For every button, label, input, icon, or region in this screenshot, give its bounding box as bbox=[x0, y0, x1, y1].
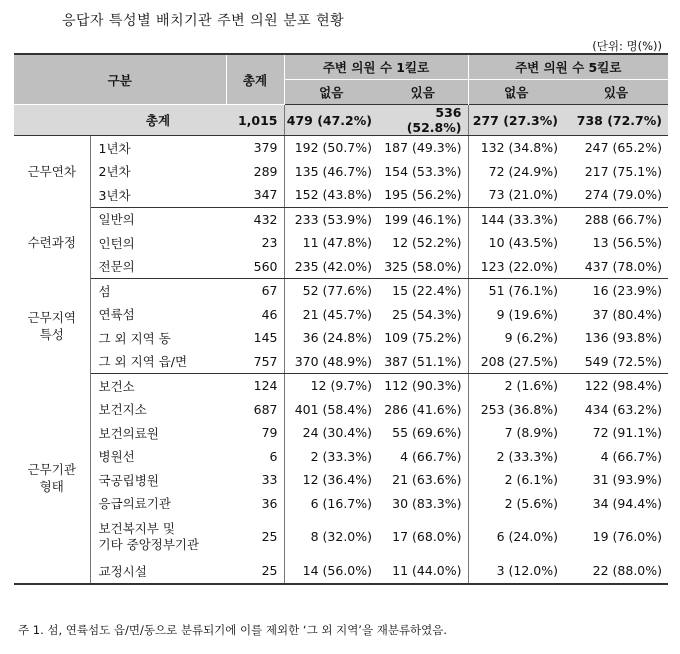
row-label-line: 보건복지부 및 bbox=[98, 521, 175, 536]
category-institution-type bbox=[14, 374, 90, 584]
row-label: 그 외 지역 읍/면 bbox=[90, 350, 226, 374]
cell-1km-yes: 325 (58.0%) bbox=[378, 255, 468, 279]
cell-5km-yes: 22 (88.0%) bbox=[592, 563, 662, 579]
distribution-table bbox=[14, 53, 668, 585]
row-label: 병원선 bbox=[98, 449, 135, 465]
cell-5km-yes: 34 (94.4%) bbox=[592, 495, 662, 511]
cell-5km-yes: 31 (93.9%) bbox=[592, 472, 662, 488]
table-title: 응답자 특성별 배치기관 주변 의원 분포 현황 bbox=[62, 13, 345, 29]
row-total: 687 bbox=[226, 398, 284, 422]
category-line: 형태 bbox=[39, 479, 64, 494]
table-row bbox=[14, 326, 668, 350]
row-total: 347 bbox=[226, 183, 284, 207]
category-line: 근무지역 bbox=[27, 310, 76, 325]
cell-5km-no: 51 (76.1%) bbox=[488, 283, 558, 299]
cell-1km-yes: 112 (90.3%) bbox=[378, 374, 468, 398]
cell-5km-yes: 549 (72.5%) bbox=[564, 350, 668, 374]
cell-1km-no: 24 (30.4%) bbox=[302, 425, 372, 441]
total-count: 1,015 bbox=[226, 105, 284, 136]
cell-1km-yes: 187 (49.3%) bbox=[378, 136, 468, 160]
cell-5km-yes: 288 (66.7%) bbox=[584, 211, 662, 227]
row-label: 교정시설 bbox=[98, 563, 147, 579]
table-row bbox=[14, 207, 668, 231]
category-line: 근무기관 bbox=[27, 462, 76, 477]
row-label: 응급의료기관 bbox=[98, 496, 171, 512]
header-group-1km: 주변 의원 수 1킬로 bbox=[284, 54, 468, 80]
row-total: 25 bbox=[226, 559, 284, 584]
row-total: 23 bbox=[226, 231, 284, 255]
cell-5km-yes: 16 (23.9%) bbox=[592, 283, 662, 299]
total-label: 총계 bbox=[90, 105, 226, 136]
row-total: 379 bbox=[226, 136, 284, 160]
table-row bbox=[14, 279, 668, 303]
cell-1km-yes: 55 (69.6%) bbox=[378, 421, 468, 445]
table-row bbox=[14, 492, 668, 516]
category-training: 수련과정 bbox=[14, 207, 90, 279]
cell-1km-yes: 11 (44.0%) bbox=[378, 559, 468, 584]
header-category: 구분 bbox=[14, 54, 226, 105]
cell-1km-yes: 17 (68.0%) bbox=[378, 515, 468, 559]
table-row bbox=[14, 374, 668, 398]
cell-5km-no: 9 (19.6%) bbox=[496, 306, 558, 322]
cell-5km-yes: 4 (66.7%) bbox=[600, 448, 662, 464]
total-5km-no: 277 (27.3%) bbox=[468, 105, 564, 136]
cell-5km-yes: 437 (78.0%) bbox=[564, 255, 668, 279]
table-row bbox=[14, 445, 668, 469]
total-row bbox=[14, 105, 668, 136]
cell-1km-no: 14 (56.0%) bbox=[302, 563, 372, 579]
table-row bbox=[14, 515, 668, 559]
cell-5km-yes: 434 (63.2%) bbox=[584, 401, 662, 417]
cell-5km-no: 73 (21.0%) bbox=[468, 183, 564, 207]
cell-1km-no: 12 (36.4%) bbox=[302, 472, 372, 488]
category-work-region bbox=[14, 279, 90, 374]
cell-1km-no: 36 (24.8%) bbox=[302, 330, 372, 346]
cell-5km-yes: 72 (91.1%) bbox=[592, 425, 662, 441]
row-label: 2년차 bbox=[98, 164, 131, 180]
table-row bbox=[14, 255, 668, 279]
category-work-years: 근무연차 bbox=[14, 136, 90, 208]
total-1km-yes: 536 (52.8%) bbox=[378, 105, 468, 136]
cell-1km-no: 11 (47.8%) bbox=[302, 235, 372, 251]
row-label: 보건지소 bbox=[98, 402, 147, 418]
row-total: 432 bbox=[226, 207, 284, 231]
cell-1km-no: 233 (53.9%) bbox=[294, 211, 372, 227]
row-label: 연륙섬 bbox=[98, 307, 135, 323]
cell-1km-no: 401 (58.4%) bbox=[294, 401, 372, 417]
cell-1km-yes: 199 (46.1%) bbox=[378, 207, 468, 231]
cell-1km-no: 235 (42.0%) bbox=[284, 255, 378, 279]
row-total: 33 bbox=[226, 468, 284, 492]
cell-1km-yes: 286 (41.6%) bbox=[378, 398, 468, 422]
cell-1km-no: 52 (77.6%) bbox=[302, 283, 372, 299]
cell-1km-yes: 21 (63.6%) bbox=[378, 468, 468, 492]
cell-1km-yes: 25 (54.3%) bbox=[378, 303, 468, 327]
table-row bbox=[14, 160, 668, 184]
row-total: 36 bbox=[226, 492, 284, 516]
cell-5km-no: 2 (1.6%) bbox=[504, 378, 558, 394]
cell-1km-yes: 30 (83.3%) bbox=[378, 492, 468, 516]
row-total: 124 bbox=[226, 374, 284, 398]
cell-1km-yes: 387 (51.1%) bbox=[378, 350, 468, 374]
row-label: 전문의 bbox=[90, 255, 226, 279]
cell-5km-yes: 13 (56.5%) bbox=[592, 235, 662, 251]
table-row bbox=[14, 231, 668, 255]
cell-5km-no: 2 (5.6%) bbox=[504, 495, 558, 511]
row-total: 6 bbox=[226, 445, 284, 469]
row-label: 섬 bbox=[98, 283, 111, 299]
cell-5km-no: 3 (12.0%) bbox=[496, 563, 558, 579]
cell-1km-no: 192 (50.7%) bbox=[294, 140, 372, 156]
header-1km-yes: 있음 bbox=[378, 80, 468, 105]
cell-1km-no: 370 (48.9%) bbox=[284, 350, 378, 374]
table-row bbox=[14, 183, 668, 207]
row-label bbox=[90, 515, 226, 559]
cell-5km-no: 253 (36.8%) bbox=[480, 401, 558, 417]
cell-5km-no: 6 (24.0%) bbox=[496, 529, 558, 544]
cell-5km-no: 10 (43.5%) bbox=[488, 235, 558, 251]
row-total: 25 bbox=[226, 515, 284, 559]
cell-1km-no: 152 (43.8%) bbox=[284, 183, 378, 207]
unit-label: (단위: 명(%)) bbox=[592, 39, 662, 53]
cell-5km-no: 7 (8.9%) bbox=[504, 425, 558, 441]
row-label: 3년차 bbox=[90, 183, 226, 207]
header-5km-no: 없음 bbox=[468, 80, 564, 105]
cell-5km-yes: 136 (93.8%) bbox=[584, 330, 662, 346]
table-row bbox=[14, 468, 668, 492]
cell-5km-no: 123 (22.0%) bbox=[468, 255, 564, 279]
table-row bbox=[14, 303, 668, 327]
cell-5km-no: 9 (6.2%) bbox=[504, 330, 558, 346]
row-total: 145 bbox=[226, 326, 284, 350]
cell-1km-yes: 15 (22.4%) bbox=[378, 279, 468, 303]
cell-1km-no: 21 (45.7%) bbox=[302, 306, 372, 322]
cell-1km-no: 12 (9.7%) bbox=[310, 378, 372, 394]
header-5km-yes: 있음 bbox=[564, 80, 668, 105]
cell-1km-no: 2 (33.3%) bbox=[310, 448, 372, 464]
row-total: 79 bbox=[226, 421, 284, 445]
cell-5km-no: 2 (33.3%) bbox=[496, 448, 558, 464]
row-total: 67 bbox=[226, 279, 284, 303]
total-5km-yes: 738 (72.7%) bbox=[564, 105, 668, 136]
cell-5km-yes: 274 (79.0%) bbox=[564, 183, 668, 207]
cell-5km-no: 132 (34.8%) bbox=[480, 140, 558, 156]
row-label-line: 기타 중앙정부기관 bbox=[98, 537, 200, 552]
table-row bbox=[14, 350, 668, 374]
cell-1km-yes: 154 (53.3%) bbox=[378, 160, 468, 184]
cell-5km-no: 72 (24.9%) bbox=[488, 163, 558, 179]
header-group-5km: 주변 의원 수 5킬로 bbox=[468, 54, 668, 80]
total-1km-no: 479 (47.2%) bbox=[284, 105, 378, 136]
row-total: 289 bbox=[226, 160, 284, 184]
row-total: 757 bbox=[226, 350, 284, 374]
row-label: 일반의 bbox=[98, 212, 135, 228]
row-total: 560 bbox=[226, 255, 284, 279]
cell-1km-yes: 12 (52.2%) bbox=[378, 231, 468, 255]
cell-5km-yes: 19 (76.0%) bbox=[592, 529, 662, 544]
cell-1km-no: 6 (16.7%) bbox=[310, 495, 372, 511]
row-label: 1년차 bbox=[98, 140, 131, 156]
cell-1km-yes: 4 (66.7%) bbox=[378, 445, 468, 469]
category-line: 특성 bbox=[39, 327, 64, 342]
row-label: 그 외 지역 동 bbox=[98, 330, 171, 346]
header-total: 총계 bbox=[226, 54, 284, 105]
row-label: 인턴의 bbox=[98, 235, 135, 251]
cell-5km-yes: 122 (98.4%) bbox=[584, 378, 662, 394]
row-label: 보건소 bbox=[98, 378, 135, 394]
cell-5km-no: 208 (27.5%) bbox=[468, 350, 564, 374]
cell-5km-no: 144 (33.3%) bbox=[480, 211, 558, 227]
table-row bbox=[14, 559, 668, 584]
cell-1km-no: 8 (32.0%) bbox=[310, 529, 372, 544]
row-label: 보건의료원 bbox=[98, 425, 159, 441]
cell-1km-yes: 195 (56.2%) bbox=[378, 183, 468, 207]
cell-1km-yes: 109 (75.2%) bbox=[378, 326, 468, 350]
footnote: 주 1. 섬, 연륙섬도 읍/면/동으로 분류되기에 이를 제외한 ‘그 외 지역’을 재분류하였음. bbox=[18, 623, 448, 637]
cell-5km-yes: 217 (75.1%) bbox=[584, 163, 662, 179]
table-row bbox=[14, 421, 668, 445]
cell-5km-no: 2 (6.1%) bbox=[504, 472, 558, 488]
table-row bbox=[14, 398, 668, 422]
row-label: 국공립병원 bbox=[98, 472, 159, 488]
cell-5km-yes: 37 (80.4%) bbox=[592, 306, 662, 322]
header-1km-no: 없음 bbox=[284, 80, 378, 105]
cell-1km-no: 135 (46.7%) bbox=[294, 163, 372, 179]
table-row bbox=[14, 136, 668, 160]
cell-5km-yes: 247 (65.2%) bbox=[584, 140, 662, 156]
row-total: 46 bbox=[226, 303, 284, 327]
